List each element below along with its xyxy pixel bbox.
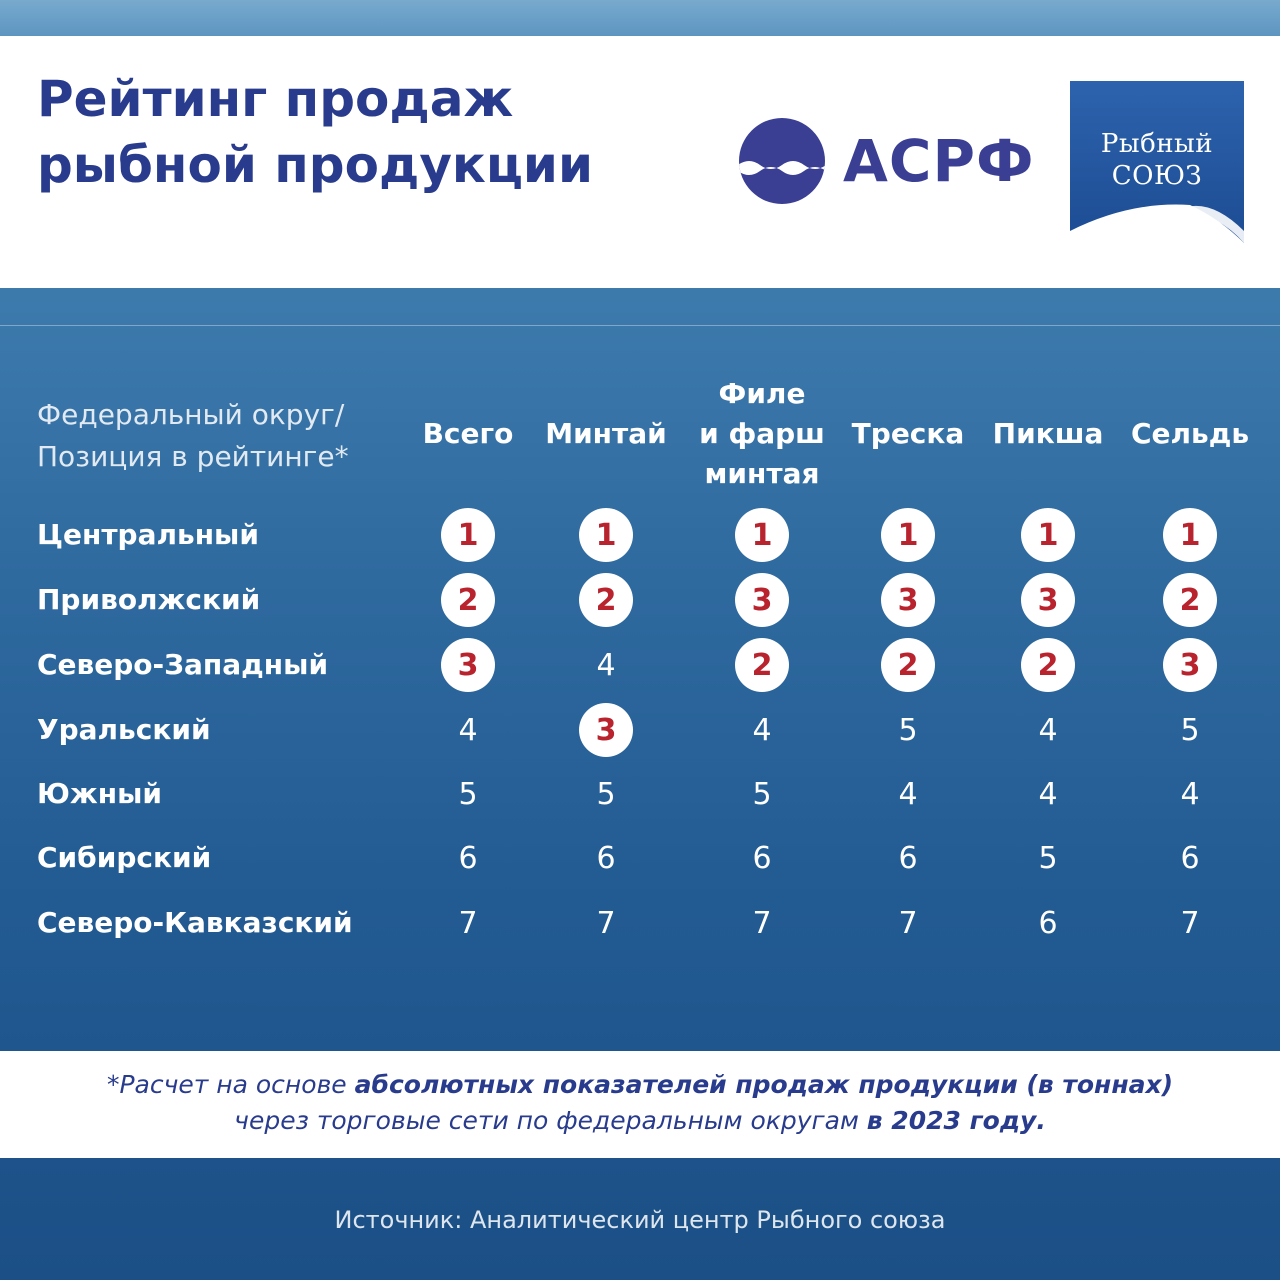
union-logo-line-2: СОЮЗ — [1111, 161, 1203, 191]
rank-badge: 3 — [1021, 573, 1075, 627]
rank-badge: 3 — [735, 573, 789, 627]
column-header — [531, 414, 681, 454]
column-header-line: Сельдь — [1130, 417, 1250, 450]
rank-value: 6 — [596, 840, 616, 876]
row-label: Уральский — [37, 713, 211, 746]
rank-value: 6 — [898, 840, 918, 876]
asrf-logo-icon — [738, 117, 826, 205]
rank-value: 7 — [458, 905, 478, 941]
column-header — [687, 374, 837, 494]
rank-badge: 3 — [881, 573, 935, 627]
rank-value: 4 — [898, 776, 918, 812]
page-title-line-2: рыбной продукции — [37, 136, 593, 194]
source-note: Источник: Аналитический центр Рыбного союза — [334, 1206, 946, 1234]
row-label: Центральный — [37, 518, 259, 551]
column-header — [1120, 414, 1260, 454]
rank-badge: 1 — [881, 508, 935, 562]
table-header-district-line-1: Федеральный округ/ — [37, 398, 345, 431]
column-header-line: Филе — [718, 377, 806, 410]
rank-badge: 2 — [579, 573, 633, 627]
rank-value: 6 — [458, 840, 478, 876]
rank-badge: 3 — [1163, 638, 1217, 692]
rank-value: 6 — [1038, 905, 1058, 941]
rank-badge: 1 — [441, 508, 495, 562]
footnote — [0, 1067, 1280, 1139]
rank-value: 5 — [1038, 840, 1058, 876]
sea-background-top — [0, 0, 1280, 36]
column-header — [408, 414, 528, 454]
row-label: Северо-Западный — [37, 648, 329, 681]
rank-badge: 1 — [1021, 508, 1075, 562]
rank-value: 4 — [1180, 776, 1200, 812]
asrf-logo-text: АСРФ — [843, 127, 1035, 195]
footnote-text-1: *Расчет на основе — [106, 1070, 355, 1099]
page-title-line-1: Рейтинг продаж — [37, 70, 514, 128]
footnote-line-2 — [0, 1103, 1280, 1139]
column-header-line: минтая — [704, 457, 820, 490]
rank-value: 7 — [1180, 905, 1200, 941]
column-header-line: и фарш — [699, 417, 825, 450]
column-header-line: Треска — [851, 417, 965, 450]
union-logo-line-1: Рыбный — [1100, 129, 1214, 159]
rank-badge: 1 — [1163, 508, 1217, 562]
rank-value: 4 — [458, 712, 478, 748]
rank-value: 6 — [752, 840, 772, 876]
rank-value: 5 — [1180, 712, 1200, 748]
rank-badge: 1 — [735, 508, 789, 562]
rank-badge: 2 — [881, 638, 935, 692]
rank-value: 5 — [752, 776, 772, 812]
table-header-district-line-2: Позиция в рейтинге* — [37, 440, 349, 473]
rank-value: 7 — [898, 905, 918, 941]
rank-badge: 3 — [579, 703, 633, 757]
rank-badge: 1 — [579, 508, 633, 562]
footnote-bold-1: абсолютных показателей продаж продукции (в тоннах) — [354, 1070, 1174, 1099]
footnote-bold-2: в 2023 году. — [866, 1106, 1046, 1135]
rank-value: 7 — [596, 905, 616, 941]
column-header — [983, 414, 1113, 454]
rank-value: 4 — [1038, 712, 1058, 748]
rank-value: 7 — [752, 905, 772, 941]
row-label: Сибирский — [37, 841, 212, 874]
rank-value: 5 — [898, 712, 918, 748]
rank-badge: 2 — [1163, 573, 1217, 627]
rank-badge: 2 — [735, 638, 789, 692]
row-label: Приволжский — [37, 583, 261, 616]
column-header-line: Всего — [422, 417, 514, 450]
rank-badge: 2 — [441, 573, 495, 627]
rank-value: 4 — [1038, 776, 1058, 812]
rank-badge: 3 — [441, 638, 495, 692]
footnote-line-1 — [0, 1067, 1280, 1103]
rank-value: 6 — [1180, 840, 1200, 876]
column-header-line: Пикша — [992, 417, 1104, 450]
row-label: Южный — [37, 777, 163, 810]
fish-union-logo-text — [1070, 128, 1244, 192]
rank-value: 4 — [596, 647, 616, 683]
column-header-line: Минтай — [545, 417, 667, 450]
row-label: Северо-Кавказский — [37, 906, 353, 939]
column-header — [843, 414, 973, 454]
rank-badge: 2 — [1021, 638, 1075, 692]
rank-value: 5 — [596, 776, 616, 812]
table-header-district — [37, 394, 349, 478]
page-title — [37, 66, 593, 198]
footnote-text-2: через торговые сети по федеральным округам — [234, 1106, 867, 1135]
rank-value: 5 — [458, 776, 478, 812]
divider — [0, 325, 1280, 326]
rank-value: 4 — [752, 712, 772, 748]
